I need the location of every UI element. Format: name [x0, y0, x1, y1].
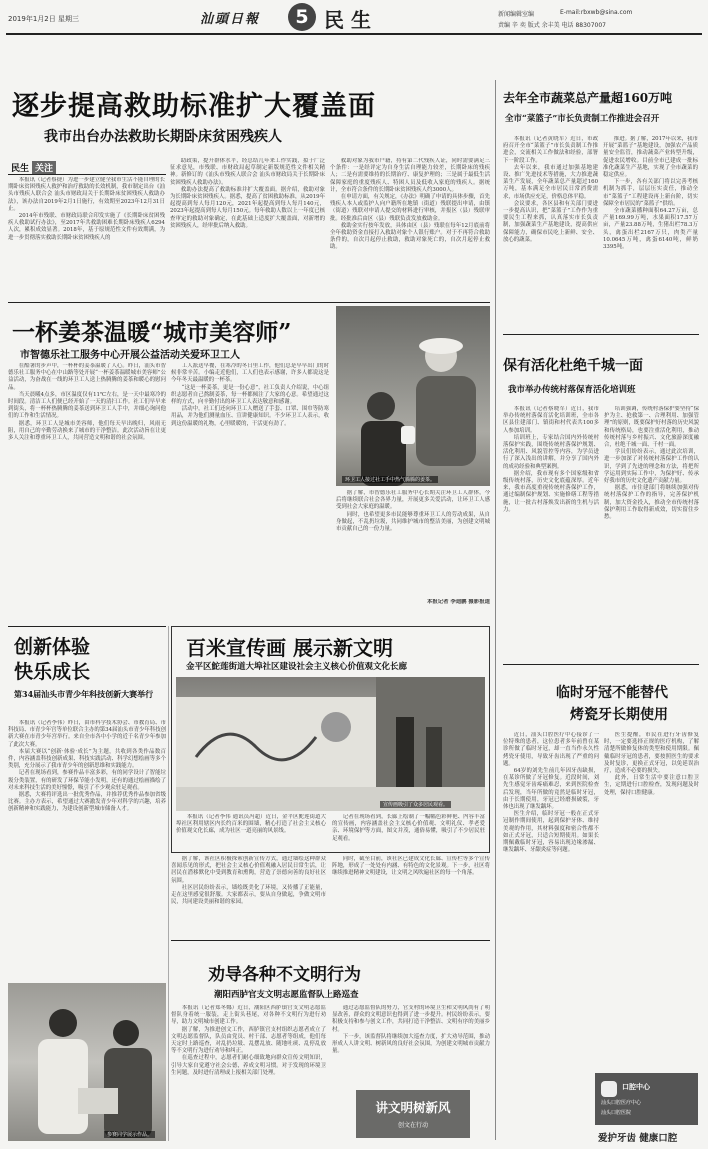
- a3-title: 去年全市蔬菜总产量超160万吨: [503, 91, 673, 105]
- a4-subtitle: 我市举办传统村落保育活化培训班: [508, 385, 636, 395]
- a1-col3: 救助对象为我市户籍，持有第二代残疾人证，同时需要满足三个条件：一是经评定为自身生活自理能力较差，长期卧床的残疾人；二是有需要维持的长期治疗、康复护理的；三是属于最低生活保障家庭的重度残疾人、特困人员及低收入家庭的残疾人。据统计，全市符合条件的长期卧床贫困残疾人约3000人。 在申请方面，有关规定，《办法》明确了申请的具体步骤，首先残疾人本人或监护人向户籍所在地镇（街道）残联提出申请，由镇（街道）残联对申请人提交的材料进行审核，并报区（县）残联审批。经批准后由区（县）残联负责发放救助金。 救助金实行按年发放，具体由区（县）残联在每年12月底前将全年救助资金直接打入救助对象个人银行账户。对于不再符合救助条件的，自次月起停止救助，救助对象死亡的，自次月起停止救助。: [330, 158, 490, 251]
- a2-photo-scene: [336, 306, 490, 486]
- a2-photo: [336, 306, 490, 486]
- a2-top-rule: [8, 302, 490, 303]
- column-tag-sub: 关注: [32, 161, 56, 174]
- a2-subtitle: 市智德乐社工服务中心开展公益活动关爱环卫工人: [20, 350, 240, 361]
- a6-col2: 记者在现场看到，长廊上绘制了一幅幅色彩鲜艳、内容丰富的宣传画，内容涵盖社会主义核心价值观、文明礼仪、孝老爱亲、环境保护等方面，图文并茂，通俗易懂，吸引了不少居民驻足观看。: [332, 814, 485, 842]
- a6-col1: 本报讯（记者李伟 通讯员冯超）近日，金平区鮀莲街道大埠社区利用辖区内长约百米的围墙，精心打造了社会主义核心价值观文化长廊，成为社区一道亮丽的风景线。: [176, 814, 326, 835]
- a7-title-line2: 烤瓷牙长期使用: [570, 707, 668, 723]
- dental-ad-slogan: 爱护牙齿 健康口腔: [598, 1133, 678, 1144]
- a6-title: 百米宣传画 展示新文明: [186, 636, 393, 660]
- a5-photo-caption: 参赛同学展示作品。: [104, 1131, 155, 1138]
- a4-title: 保有活化杜绝千城一面: [503, 358, 643, 374]
- ad-name: 口腔中心: [622, 1083, 650, 1091]
- a3-subtitle: 全市“菜篮子”市长负责制工作推进会召开: [505, 114, 660, 124]
- a5-title-line2: 快乐成长: [14, 661, 91, 683]
- a6-col2b: 同时，截至目前，该社区已建成文化长廊、宣传栏等多个宣传阵地，形成了一处处有内涵、有特色的文化景观。下一步，社区将继续推进精神文明建设，让文明之风吹遍社区的每一个角落。: [332, 856, 490, 877]
- column-tag-main: 民生: [11, 164, 30, 174]
- tooth-icon: [601, 1081, 617, 1097]
- a7-col1: 近日，汕头口腔医疗中心接诊了一位特殊的患者，这位患者多年前曾在某诊所做了临时牙冠，却一直当作永久性烤瓷牙使用，导致牙齿出现了严重的问题。 64岁的刘先生前几年因牙齿缺损，在某诊所做了牙冠修复。近段时间，刘先生感觉牙齿疼痛难忍，来到医院检查后发现，当年所做的竟然是临时牙冠，由于长期使用，牙冠已经磨损破裂，牙体也出现了继发龋坏。 医生介绍，临时牙冠一般在正式牙冠制作期间使用，起到保护牙体、维持美观的作用，其材料强度和密合性都不如正式牙冠，只适合短期使用。如果长期佩戴临时牙冠，容易出现边缘渗漏、继发龋坏、牙龈炎症等问题。: [503, 732, 599, 854]
- a1-tag-rule: [8, 174, 166, 175]
- a2-col2: 工人派送早餐，在寒冷的冬日里工作，他们总是早早出门的时候非常辛苦。小编走近他们，工人们也表示感谢，许多人都说这是今年冬天最温暖的一杯茶。 “这是一杯姜茶，更是一份心意”，社工负责人介绍说，中心组织志愿者自己熬制姜茶，每一杯都倾注了大家的心意。希望通过这样的方式，向辛勤付出的环卫工人表达敬意和感谢。 活动中，社工们还向环卫工人赠送了手套、口罩、围巾等防寒用品，并为他们测量血压、宣讲健康知识。不少环卫工人表示，收到这份温暖的礼物，心里暖暖的，干活更有劲了。: [171, 363, 329, 427]
- student-shirt: [38, 1039, 88, 1134]
- a2-col1: 在酷暑的步声中，一杯杯的姜茶温暖了人心。昨日，汕头市智德乐社工服务中心在中山路等处开展“一杯姜茶温暖城市美容师”公益活动，为奋战在一线的环卫工人送上热腾腾的姜茶和暖心的慰问品。 当天晨曦4点多，市区温度仅有11℃左右，是一天中最寒冷的时间段。清洁工人们便已经开始了一天的清扫工作。社工们早早来到街头，将一杯杯热腾腾的姜茶送到环卫工人手中，并细心询问他们的工作和生活情况。 据悉，环卫工人是城市美容师，他们每天早出晚归，风雨无阻，用自己的辛勤劳动换来了城市的干净整洁。此次活动旨在让更多人关注和尊重环卫工人，共同营造文明和谐的社会氛围。: [8, 363, 166, 442]
- a1-subtitle: 我市出台办法救助长期卧床贫困残疾人: [44, 129, 282, 145]
- column-divider-left: [168, 626, 169, 1141]
- judge-head: [113, 1020, 139, 1046]
- brand-subtitle: 创文在行动: [397, 1122, 428, 1129]
- a3-col1: 本报讯（记者黄晓军）近日，市政府召开全市“菜篮子”市长负责制工作推进会，交流相关工作做法和经验，部署下一阶段工作。 去年以来，我市通过加强基地建设、推广先进技术等措施，大力推进蔬菜生产发展，全年蔬菜总产量超过160万吨，基本满足全市居民日常消费需求，市场供应充足，价格总体平稳。 会议要求，各区县和有关部门要进一步提高认识，把“菜篮子”工作作为重要民生工程来抓，认真落实市长负责制，加强蔬菜生产基地建设，提高供应保障能力，确保市民吃上新鲜、安全、放心的蔬菜。: [503, 136, 598, 243]
- editor-credits: 责编 辛 奕 版式 余丰美 电话 88307007: [498, 22, 606, 29]
- a5-top-rule: [8, 626, 166, 627]
- a2-photo-caption: 环卫工人接过社工手中热气腾腾的姜茶。: [342, 476, 438, 483]
- a3-col2: 推进。据了解，2017年以来，我市开展“菜篮子”基地建设，加强农产品质量安全监管，推动蔬菜产业转型升级，促进农民增收。目前全市已建成一批标准化蔬菜生产基地，实现了全市蔬菜的稳定供应。 下一步，各有关部门将以完善考核机制为抓手，层层压实责任，推动全市“菜篮子”工程建设再上新台阶，切实保障全市居民的“菜篮子”供给。 全市蔬菜播种面积64.27万亩，总产量169.99万吨，水果面积17.57万亩，产量23.88万吨，生猪出栏78.3万头，禽蛋出栏2167万只，肉类产量10.0645万吨，禽蛋6140吨，鲜奶3395吨。: [603, 136, 698, 251]
- a6-subtitle: 金平区鮀莲街道大埠社区建设社会主义核心价值观文化长廊: [186, 662, 408, 672]
- a1-col2: 助政策，提升群体水平，经总结几年来工作实践，拟于广泛征求意见，市残联、市财政局起草制定新版规范性文件相关精神。新修订的《汕头市残疾人联合会 汕头市财政局关于长期卧床贫困残疾人救助办法》。 救助办法提高了救助标准并扩大覆盖面。据介绍，救助对象为长期卧床贫困残疾人。据悉，提高了贫困救助标准，从2019年起提高到每人每月120元，2021年起提高到每人每月140元，2023年起提高到每人每月150元。每年救助人数以上一年度已核查审定的救助对象确定，在此基础上适度扩大覆盖面，对新增的贫困残疾人，经审批后纳入救助。: [170, 158, 325, 229]
- section-name: 民 生: [324, 8, 371, 32]
- volunteer-head: [367, 392, 395, 420]
- student-head: [49, 1009, 77, 1037]
- date-line: 2019年1月2日 星期三: [8, 15, 79, 23]
- a4-col1: 本报讯（记者蔡晓军）近日，我市举办传统村落保育活化培训班，全市各区县住建部门、镇街和村代表共100多人参加培训。 培训班上，专家结合国内外传统村落保护实践，围绕传统村落保护规划、活化利用、风貌管控等内容，为学员进行了深入浅出的讲解，并分享了国内外的成功经验和典型案例。 据介绍，我市现有多个国家级和省级传统村落，历史文化底蕴深厚。近年来，我市高度重视传统村落保护工作，通过编制保护规划、实施修缮工程等措施，让一批古村落焕发出新的生机与活力。: [503, 406, 599, 513]
- a5-photo: [8, 983, 166, 1141]
- a2-title: 一杯姜茶温暖“城市美容师”: [12, 319, 292, 346]
- mural-wall: [176, 697, 376, 787]
- a5-photo-scene: [8, 983, 166, 1141]
- masthead-logo: 汕頭日報: [200, 12, 261, 27]
- a8-col1: 本报讯（记者郑冬娜）近日，潮阳区西胪镇官支文明志愿监督队身着统一服装，走上街头巷尾，对各种不文明行为进行劝导，助力文明城市创建工作。 据了解，为推进创文工作，西胪镇官支村组织志愿者成立了文明志愿监督队，队员由党员、村干部、志愿者等组成，他们每天定时上路巡查，对乱扔垃圾、乱摆乱放、随地吐痰、乱停乱放等不文明行为进行劝导和纠正。 在巡查过程中，志愿者们耐心细致地向群众宣传文明知识，引导大家自觉遵守社会公德，养成文明习惯。对于发现的环境卫生问题，及时进行清理或上报相关部门处理。: [171, 1005, 326, 1076]
- a2-byline: 本报记者 李迪鹏 摄影报道: [426, 599, 490, 605]
- a7-top-rule: [503, 664, 699, 665]
- invention-model: [78, 1088, 118, 1114]
- civility-brand-box: [356, 1090, 470, 1138]
- page-number: 5: [288, 3, 316, 31]
- a4-col2: 培训强调，传统村落保护要坚持“保护为主、抢救第一、合理利用、加强管理”的原则，既要保护好村落的历史风貌和传统格局，也要注重活化利用，推动传统村落与乡村振兴、文化旅游深度融合，杜绝千城一面、千村一面。 学员们纷纷表示，通过此次培训，进一步加深了对传统村落保护工作的认识，学到了先进的理念和方法，将把所学运用到实际工作中，为保护好、传承好我市的历史文化遗产贡献力量。 据悉，市住建部门将继续加强对传统村落保护工作的指导，完善保护机制，加大资金投入，推动全市传统村落保护利用工作取得新成效，切实留住乡愁。: [604, 406, 699, 521]
- worker-coat: [416, 376, 476, 466]
- worker-hat: [419, 338, 463, 354]
- a5-title-line1: 创新体验: [14, 636, 91, 658]
- a8-title: 劝导各种不文明行为: [208, 965, 361, 985]
- a5-subtitle: 第34届汕头市青少年科技创新大赛举行: [14, 689, 154, 699]
- ad-org: 汕头口腔医疗中心: [601, 1100, 642, 1106]
- viewer-1: [396, 717, 414, 797]
- brand-title: 讲文明树新风: [375, 1100, 451, 1115]
- a1-col1: 本报讯（记者蔡捷）为进一步建立健全我市生活不能自理的长期卧床贫困残疾人救护和治疗救助的长效机制，我市制定出台《汕头市残疾人联合会 汕头市财政局关于长期卧床贫困残疾人救助办法》，该办法自2019年2月1日施行，有效期至2023年12月31日止。 2014年市残联、市财政局联合印发实施了《长期卧床贫困残疾人救助试行办法》，至2017年共救助困难长期卧床残疾人6294人次，累积成效显著。2018年，基于原规范性文件有效期满，为进一步贯彻落实救助长期卧床贫困残疾人的: [8, 177, 165, 241]
- a8-subtitle: 潮阳西胪官支文明志愿监督队上路巡查: [214, 990, 359, 1000]
- a7-col2: 医生提醒，市民在进行牙齿修复时，一定要选择正规的医疗机构，了解清楚所做修复体的类型和使用期限。佩戴临时牙冠的患者，要按照医生的要求及时复诊，更换正式牙冠，以免延误治疗，造成不必要的损失。 此外，日常生活中要注意口腔卫生，定期进行口腔检查，发现问题及时处理，保持口腔健康。: [604, 732, 699, 796]
- desk-label: 新闻编辑室编: [498, 11, 535, 18]
- mural-sun: [321, 712, 351, 742]
- a6-col1b: 据了解，该社区积极探索创新宣传方式，通过墙绘这种群众喜闻乐见的形式，把社会主义核心价值观融入居民日常生活，让居民在潜移默化中受到教育和熏陶，营造了崇德向善的良好社区氛围。 社区居民纷纷表示，墙绘既美化了环境，又传播了正能量，走在这里感觉很舒服。大家都表示，要从自身做起，争做文明市民，共同建设美丽和谐的家园。: [171, 856, 326, 906]
- a5-body: 本报讯（记者李伟）昨日，由市科学技术协会、市教育局、市科技局、市青少年宫等单位联合主办的第34届汕头市青少年科技创新大赛在市青少年宫举行。来自全市各中小学的近千名青少年参加了此次大赛。 本届大赛以“创新·体验·成长”为主题，共收到各类作品数百件，内容涵盖科技创新成果、科技实践活动、科学幻想绘画等多个类别，充分展示了我市青少年的创新思维和实践能力。 记者在现场看到，参赛作品丰富多彩，有的同学设计了智能垃圾分类装置，有的研发了环保节能小发明，还有的通过绘画描绘了对未来科技生活的美好憧憬，吸引了不少观众驻足观看。 据悉，大赛将评选出一批优秀作品，并推荐优秀作品参加省级比赛。主办方表示，希望通过大赛激发青少年对科学的兴趣，培养创新精神和实践能力，为建设创新型城市储备人才。: [8, 720, 166, 813]
- a8-top-rule: [171, 940, 490, 941]
- ad-org2: 汕头口腔医院: [601, 1110, 632, 1116]
- tea-cup: [401, 426, 415, 444]
- a7-title-line1: 临时牙冠不能替代: [556, 685, 668, 701]
- a1-title: 逐步提高救助标准扩大覆盖面: [12, 91, 376, 122]
- a2-col3: 据了解，市智德乐社工服务中心长期关注环卫工人群体，今后将继续联合社会各界力量，开展更多关爱活动，让环卫工人感受到社会大家庭的温暖。 同时，也希望更多市民能够尊重环卫工人的劳动成果，从自身做起，不乱扔垃圾，共同维护城市的整洁美丽，为创建文明城市贡献自己的一份力量。: [336, 490, 490, 533]
- a6-photo-scene: [176, 677, 485, 811]
- column-divider-right: [495, 80, 496, 1140]
- column-tag: [8, 161, 56, 174]
- a6-photo-caption: 宣传画吸引了众多居民观看。: [380, 801, 451, 808]
- header-rule: [6, 33, 702, 35]
- a6-photo: [176, 677, 485, 811]
- a4-top-rule: [503, 334, 699, 335]
- email-label: E-mail:rbxwb@sina.com: [560, 9, 633, 16]
- a8-col2: 通过志愿监督队的努力，官支村的环境卫生和文明风尚有了明显改善，群众的文明意识也得到了进一步提升。村民纷纷表示，要积极支持和参与创文工作，共同打造干净整洁、文明有序的美丽乡村。 下一步，该监督队将继续加大巡查力度，扩大劝导范围，推动形成人人讲文明、树新风的良好社会氛围，为创建文明城市贡献力量。: [332, 1005, 490, 1055]
- dental-ad: [595, 1073, 698, 1125]
